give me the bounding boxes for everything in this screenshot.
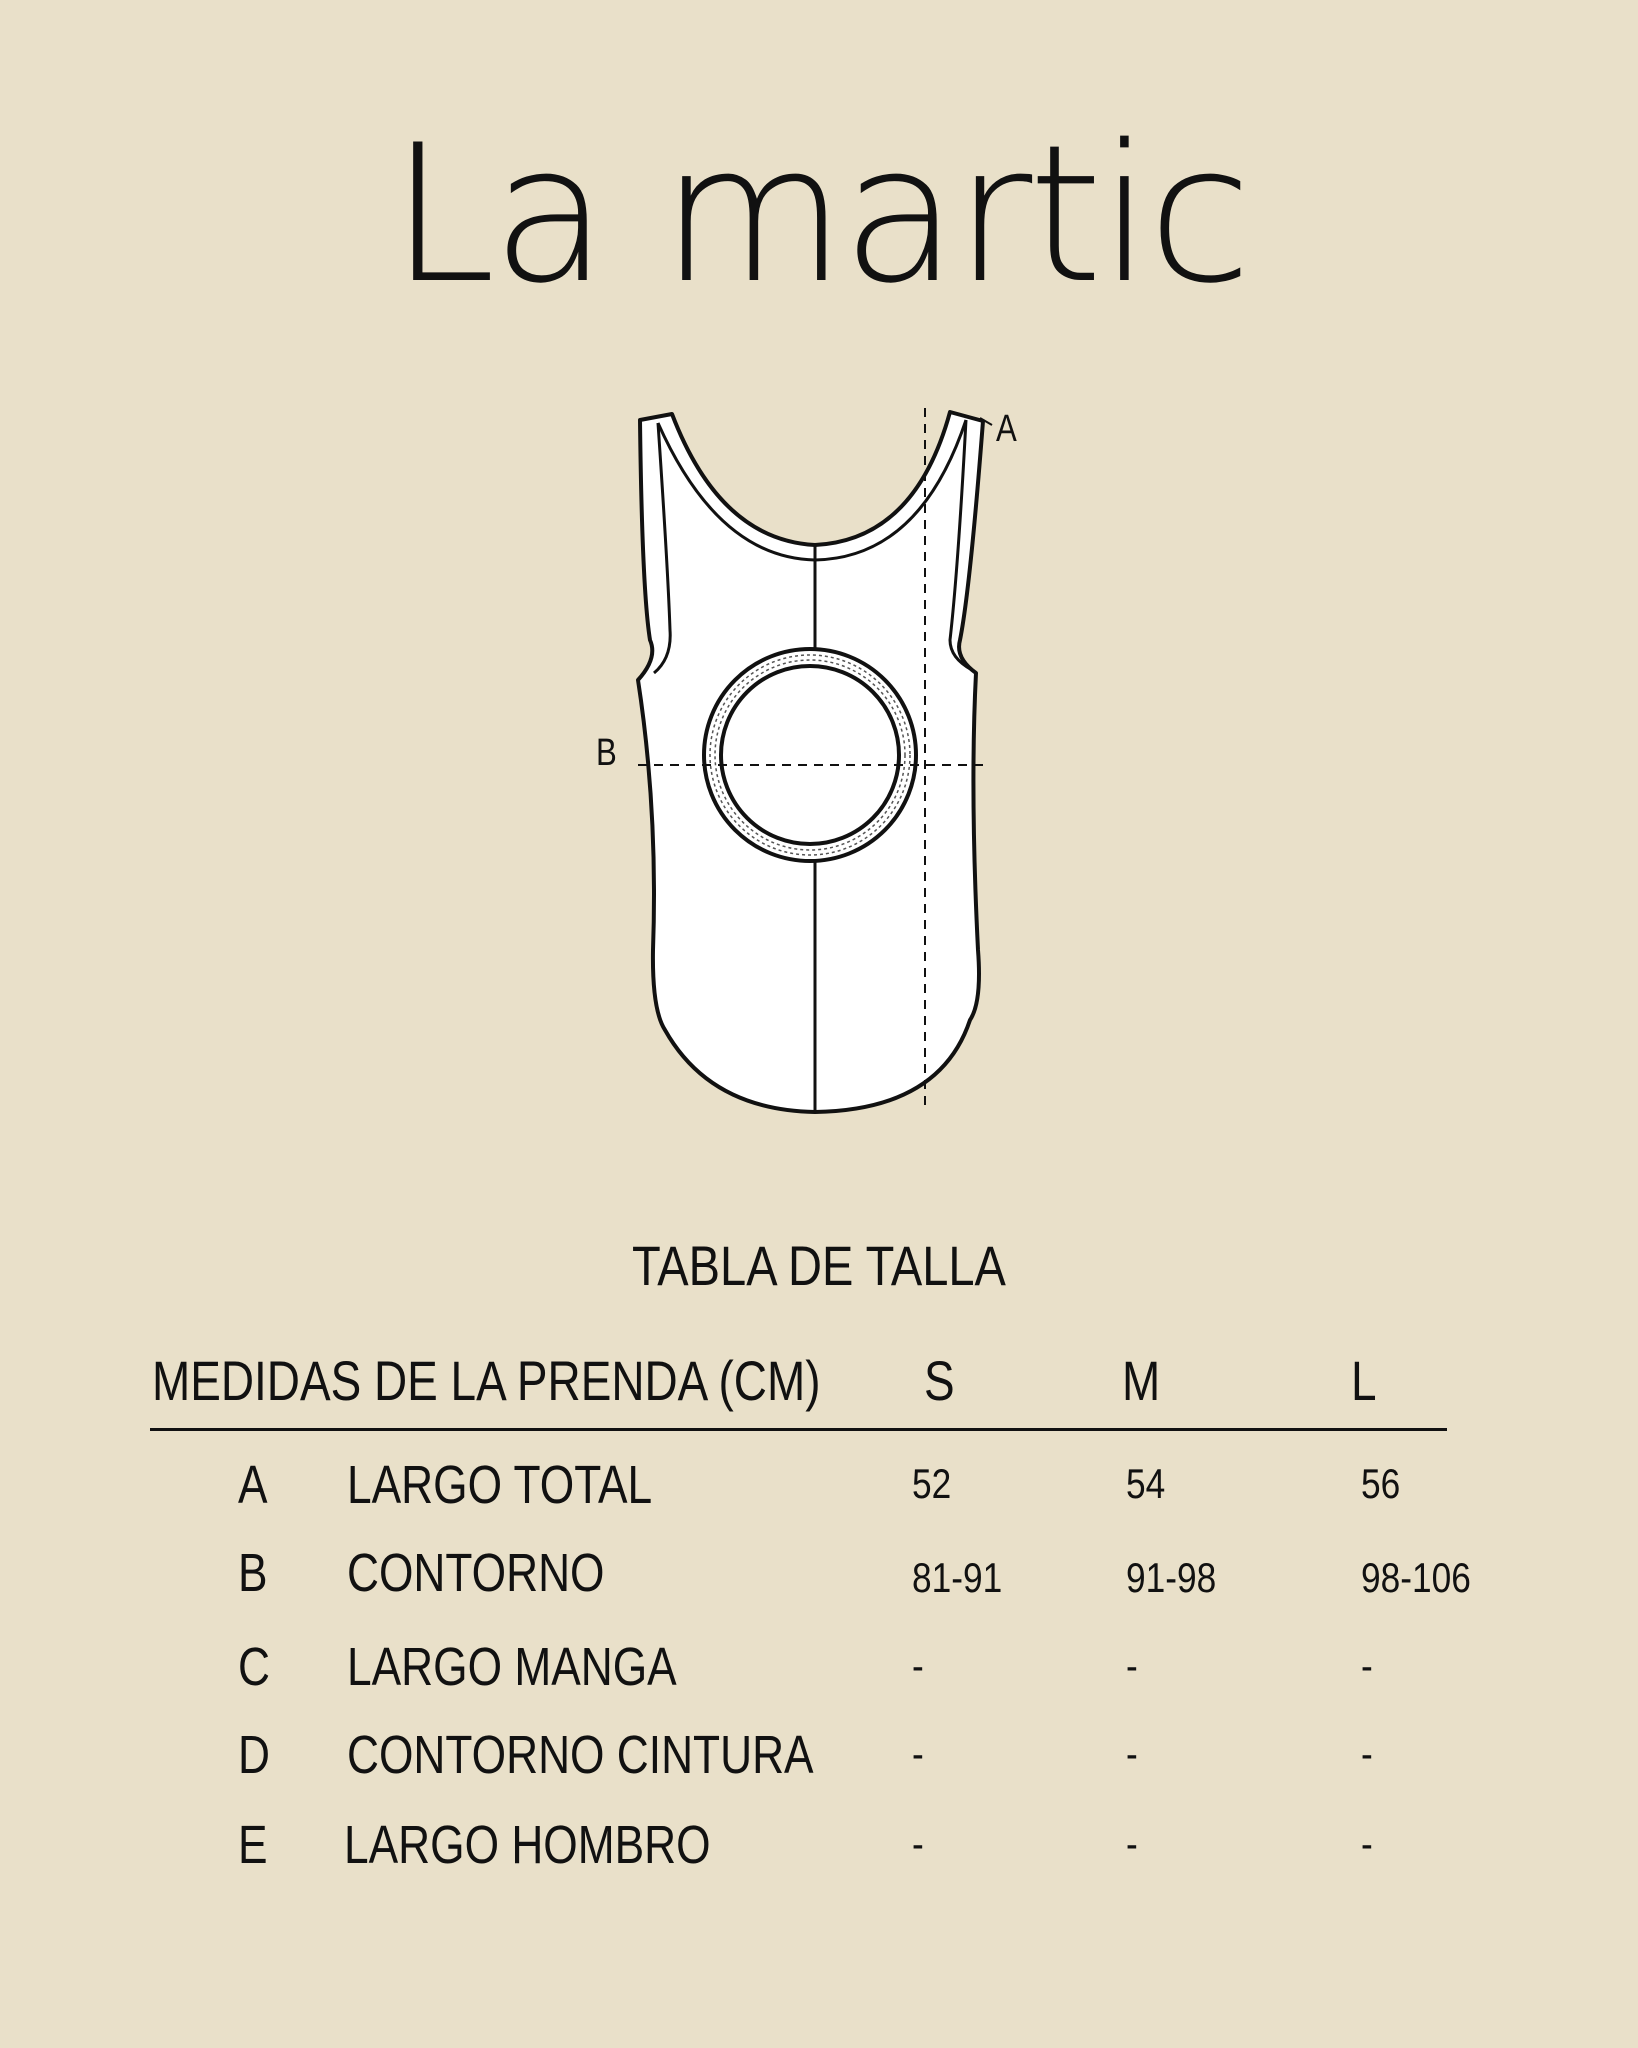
value-s: - [912,1820,924,1867]
value-m: - [1126,1820,1138,1867]
row-letter: C [238,1637,270,1697]
header-measure: MEDIDAS DE LA PRENDA (CM) [152,1349,821,1412]
diagram-label-b: B [596,732,617,774]
table-row [0,1814,1638,1894]
table-row [0,1636,1638,1716]
brand-logo: La martic [389,104,1249,325]
table-row [0,1454,1638,1534]
row-letter: E [238,1815,268,1875]
row-label: CONTORNO CINTURA [347,1725,814,1785]
header-rule [150,1428,1447,1431]
table-row [0,1542,1638,1622]
header-size-l: L [1351,1349,1377,1412]
value-s: 81-91 [912,1554,1003,1601]
header-size-m: M [1122,1349,1161,1412]
value-l: 56 [1361,1460,1401,1507]
header-size-s: S [924,1349,955,1412]
value-s: - [912,1642,924,1689]
table-title: TABLA DE TALLA [632,1234,1006,1297]
value-l: - [1361,1820,1373,1867]
value-s: - [912,1730,924,1777]
cutout-inner-ring [721,666,899,844]
row-label: LARGO MANGA [347,1637,677,1697]
diagram-label-a: A [996,408,1017,450]
row-letter: B [238,1543,268,1603]
row-label: LARGO HOMBRO [344,1815,711,1875]
row-label: LARGO TOTAL [347,1455,653,1515]
row-label: CONTORNO [347,1543,605,1603]
row-letter: A [238,1455,268,1515]
value-m: 91-98 [1126,1554,1217,1601]
value-l: 98-106 [1361,1554,1471,1601]
value-l: - [1361,1730,1373,1777]
value-m: - [1126,1730,1138,1777]
value-m: - [1126,1642,1138,1689]
value-m: 54 [1126,1460,1166,1507]
table-row [0,1724,1638,1804]
row-letter: D [238,1725,270,1785]
garment-diagram [560,390,1100,1140]
value-s: 52 [912,1460,952,1507]
value-l: - [1361,1642,1373,1689]
